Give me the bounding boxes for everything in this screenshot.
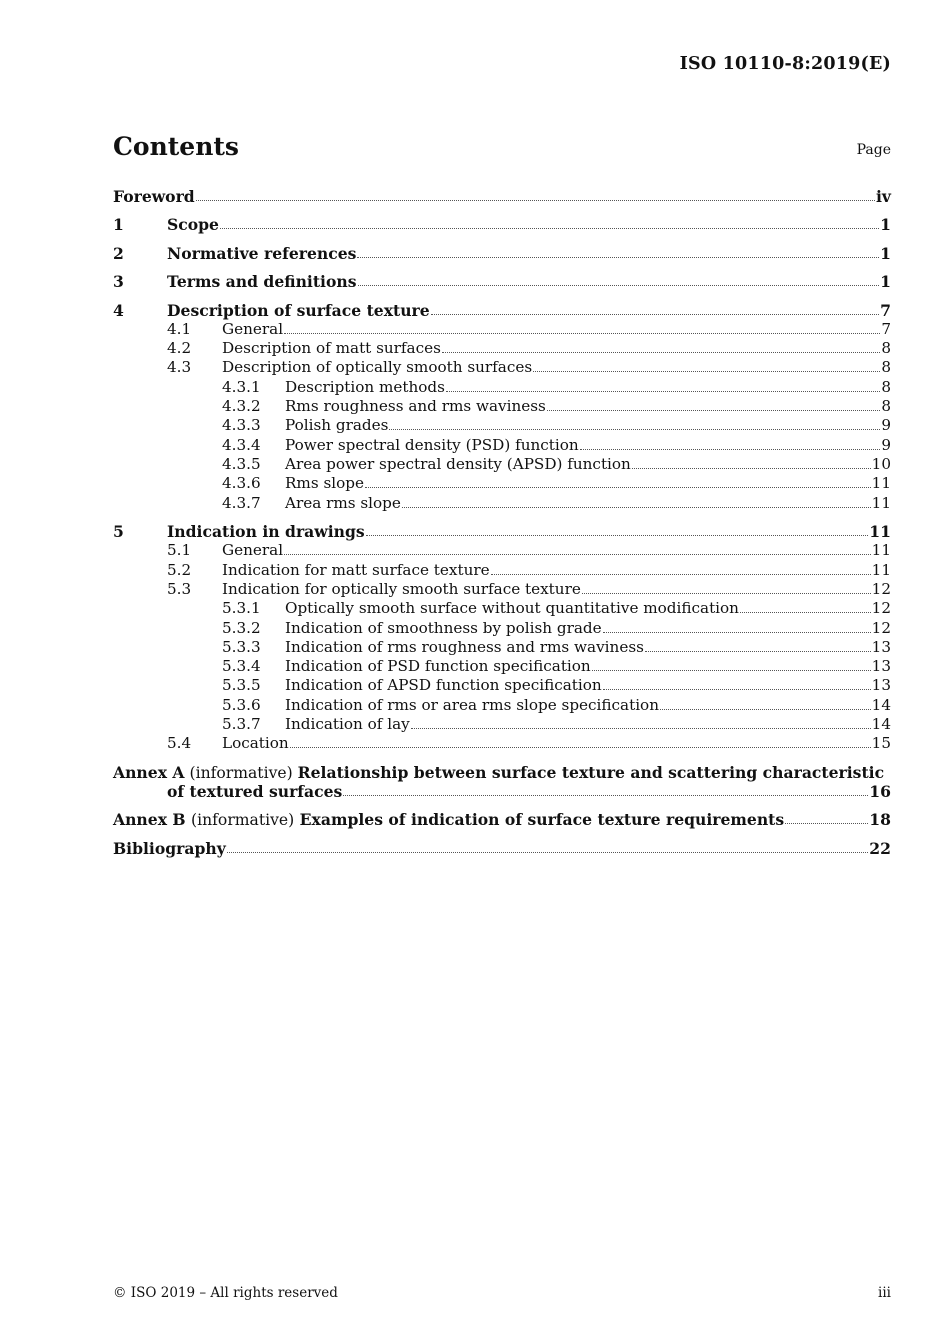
- toc-entry-number: 4.3.3: [222, 416, 261, 434]
- toc-entry-number: 5.2: [167, 561, 192, 579]
- toc-entry[interactable]: [113, 187, 891, 206]
- page-column-label: Page: [856, 142, 891, 158]
- toc-entry-number: 2: [113, 244, 124, 263]
- toc-entry-page: 13: [871, 657, 891, 675]
- toc-entry-number: 3: [113, 272, 124, 291]
- toc-entry[interactable]: [113, 455, 891, 474]
- leader-dots: [343, 791, 868, 796]
- toc-entry[interactable]: [113, 474, 891, 493]
- leader-dots: [284, 329, 880, 334]
- toc-entry-title: Power spectral density (PSD) function: [285, 436, 579, 454]
- toc-entry-number: 5.3.6: [222, 696, 261, 714]
- toc-entry[interactable]: [113, 215, 891, 234]
- toc-entry-page: 9: [881, 436, 891, 454]
- toc-entry-number: 4: [113, 301, 124, 320]
- toc-entry-title: Location: [222, 734, 289, 752]
- leader-dots: [603, 685, 871, 690]
- toc-entry-number: 4.2: [167, 339, 192, 357]
- toc-entry-page: 8: [881, 339, 891, 357]
- toc-entry-title: General: [222, 541, 284, 559]
- toc-entry[interactable]: [113, 339, 891, 358]
- toc-entry-number: 5.3: [167, 580, 192, 598]
- toc-entry[interactable]: [113, 522, 891, 541]
- toc-entry-page: 13: [871, 638, 891, 656]
- toc-entry[interactable]: [113, 561, 891, 580]
- toc-entry[interactable]: [113, 541, 891, 560]
- leader-dots: [533, 367, 880, 372]
- toc-entry[interactable]: [113, 657, 891, 676]
- toc-entry-title: Description of surface texture: [167, 301, 430, 320]
- leader-dots: [442, 348, 880, 353]
- leader-dots: [220, 224, 879, 229]
- toc-entry-page: 11: [871, 494, 891, 512]
- leader-dots: [645, 647, 871, 652]
- toc-entry-title: Area rms slope: [285, 494, 401, 512]
- toc-entry-page: 12: [871, 599, 891, 617]
- toc-entry[interactable]: [113, 715, 891, 734]
- contents-heading: Contents: [113, 132, 240, 161]
- toc-entry-page: 9: [881, 416, 891, 434]
- toc-entry-page: 8: [881, 378, 891, 396]
- toc-entry-title: Indication of lay: [285, 715, 410, 733]
- toc-entry-title: Description methods: [285, 378, 445, 396]
- toc-entry-number: 4.3.7: [222, 494, 261, 512]
- toc-entry-title: Polish grades: [285, 416, 389, 434]
- toc-entry-page: 15: [871, 734, 891, 752]
- annex-a-label: Annex A: [113, 763, 185, 782]
- bibliography-entry[interactable]: [113, 839, 891, 858]
- leader-dots: [365, 483, 871, 488]
- toc-entry-title: Rms slope: [285, 474, 364, 492]
- toc-entry-number: 4.3.6: [222, 474, 261, 492]
- toc-entry-title: Indication of rms roughness and rms waviness: [285, 638, 644, 656]
- annex-b-label: Annex B: [113, 810, 186, 829]
- toc-entry-title: Indication of rms or area rms slope specification: [285, 696, 659, 714]
- toc-entry[interactable]: [113, 676, 891, 695]
- leader-dots: [227, 848, 869, 853]
- toc-entry-title: Foreword: [113, 187, 195, 206]
- toc-entry[interactable]: [113, 619, 891, 638]
- bibliography-title: Bibliography: [113, 839, 226, 858]
- toc-entry-title: General: [222, 320, 284, 338]
- toc-entry[interactable]: [113, 397, 891, 416]
- toc-entry-number: 4.3.1: [222, 378, 261, 396]
- toc-entry-page: 7: [880, 301, 891, 320]
- toc-entry-page: 11: [871, 561, 891, 579]
- toc-entry-title: Terms and definitions: [167, 272, 357, 291]
- toc-entry-page: 12: [871, 580, 891, 598]
- toc-entry-page: 11: [869, 522, 891, 541]
- toc-entry-title: Indication in drawings: [167, 522, 365, 541]
- toc-entry-page: 8: [881, 397, 891, 415]
- bibliography-page: 22: [869, 839, 891, 858]
- annex-a-title-line1: Relationship between surface texture and scattering characteristic: [297, 763, 885, 782]
- toc-entry[interactable]: [113, 320, 891, 339]
- toc-entry[interactable]: [113, 580, 891, 599]
- leader-dots: [402, 503, 871, 508]
- document-id: ISO 10110-8:2019(E): [679, 54, 891, 74]
- annex-a-title-line2: of textured surfaces: [167, 782, 343, 801]
- toc-entry-title: Indication for matt surface texture: [222, 561, 490, 579]
- leader-dots: [660, 705, 871, 710]
- toc-entry-page: 1: [880, 272, 891, 291]
- leader-dots: [580, 445, 881, 450]
- toc-entry-title: Description of optically smooth surfaces: [222, 358, 533, 376]
- toc-entry-title: Rms roughness and rms waviness: [285, 397, 546, 415]
- toc-entry-number: 5.3.1: [222, 599, 261, 617]
- toc-entry-number: 4.3.4: [222, 436, 261, 454]
- toc-entry-number: 5.3.4: [222, 657, 261, 675]
- leader-dots: [491, 570, 871, 575]
- toc-entry-number: 5.1: [167, 541, 192, 559]
- toc-entry[interactable]: [113, 378, 891, 397]
- toc-entry[interactable]: [113, 436, 891, 455]
- toc-entry-page: 14: [871, 696, 891, 714]
- toc-entry-title: Indication of PSD function specification: [285, 657, 591, 675]
- leader-dots: [547, 406, 880, 411]
- annex-b-type: (informative): [191, 811, 295, 829]
- toc-entry[interactable]: [113, 416, 891, 435]
- annex-a-entry[interactable]: [113, 763, 884, 782]
- leader-dots: [632, 464, 871, 469]
- toc-entry-title: Indication of smoothness by polish grade: [285, 619, 602, 637]
- footer-page-number: iii: [878, 1285, 891, 1301]
- toc-entry-page: 11: [871, 474, 891, 492]
- leader-dots: [358, 281, 880, 286]
- toc-entry-number: 1: [113, 215, 124, 234]
- leader-dots: [196, 196, 875, 201]
- toc-entry-number: 4.1: [167, 320, 192, 338]
- toc-entry-number: 5: [113, 522, 124, 541]
- toc-entry-number: 5.3.5: [222, 676, 261, 694]
- toc-entry-page: 13: [871, 676, 891, 694]
- toc-entry[interactable]: [113, 599, 891, 618]
- leader-dots: [284, 550, 871, 555]
- leader-dots: [785, 819, 868, 824]
- annex-a-entry-cont[interactable]: [113, 782, 891, 801]
- annex-b-entry[interactable]: [113, 810, 891, 829]
- toc-entry-page: 1: [880, 215, 891, 234]
- leader-dots: [389, 425, 880, 430]
- leader-dots: [290, 743, 871, 748]
- toc-entry-number: 5.3.3: [222, 638, 261, 656]
- leader-dots: [366, 531, 869, 536]
- toc-entry-page: 8: [881, 358, 891, 376]
- toc-entry[interactable]: [113, 358, 891, 377]
- toc-entry-number: 4.3.2: [222, 397, 261, 415]
- annex-b-title: Examples of indication of surface texture requirements: [299, 810, 785, 829]
- toc-entry[interactable]: [113, 301, 891, 320]
- toc-entry[interactable]: [113, 244, 891, 263]
- toc-entry-title: Indication of APSD function specification: [285, 676, 602, 694]
- toc-entry-page: 7: [881, 320, 891, 338]
- toc-entry-page: 10: [871, 455, 891, 473]
- toc-entry-title: Scope: [167, 215, 219, 234]
- annex-a-page: 16: [869, 782, 891, 801]
- leader-dots: [446, 387, 880, 392]
- toc-entry-title: Description of matt surfaces: [222, 339, 441, 357]
- toc-entry-page: 12: [871, 619, 891, 637]
- toc-entry-title: Indication for optically smooth surface texture: [222, 580, 581, 598]
- toc-entry-page: 14: [871, 715, 891, 733]
- leader-dots: [592, 666, 871, 671]
- annex-a-type: (informative): [189, 764, 293, 782]
- toc-entry-page: 1: [880, 244, 891, 263]
- toc-entry-title: Optically smooth surface without quantitative modification: [285, 599, 739, 617]
- footer-copyright: © ISO 2019 – All rights reserved: [113, 1285, 338, 1301]
- leader-dots: [431, 310, 879, 315]
- toc-entry[interactable]: [113, 272, 891, 291]
- toc-entry-number: 5.4: [167, 734, 192, 752]
- toc-entry[interactable]: [113, 734, 891, 753]
- toc-entry-number: 5.3.7: [222, 715, 261, 733]
- leader-dots: [740, 608, 871, 613]
- toc-entry-number: 5.3.2: [222, 619, 261, 637]
- leader-dots: [582, 589, 871, 594]
- toc-entry-number: 4.3.5: [222, 455, 261, 473]
- toc-entry[interactable]: [113, 638, 891, 657]
- leader-dots: [603, 628, 871, 633]
- toc-entry[interactable]: [113, 494, 891, 513]
- toc-entry-title: Normative references: [167, 244, 357, 263]
- annex-b-page: 18: [869, 810, 891, 829]
- toc-entry-page: iv: [876, 187, 891, 206]
- toc-entry-number: 4.3: [167, 358, 192, 376]
- leader-dots: [411, 724, 871, 729]
- leader-dots: [357, 253, 879, 258]
- toc-entry-title: Area power spectral density (APSD) function: [285, 455, 631, 473]
- toc-entry[interactable]: [113, 696, 891, 715]
- toc-entry-page: 11: [871, 541, 891, 559]
